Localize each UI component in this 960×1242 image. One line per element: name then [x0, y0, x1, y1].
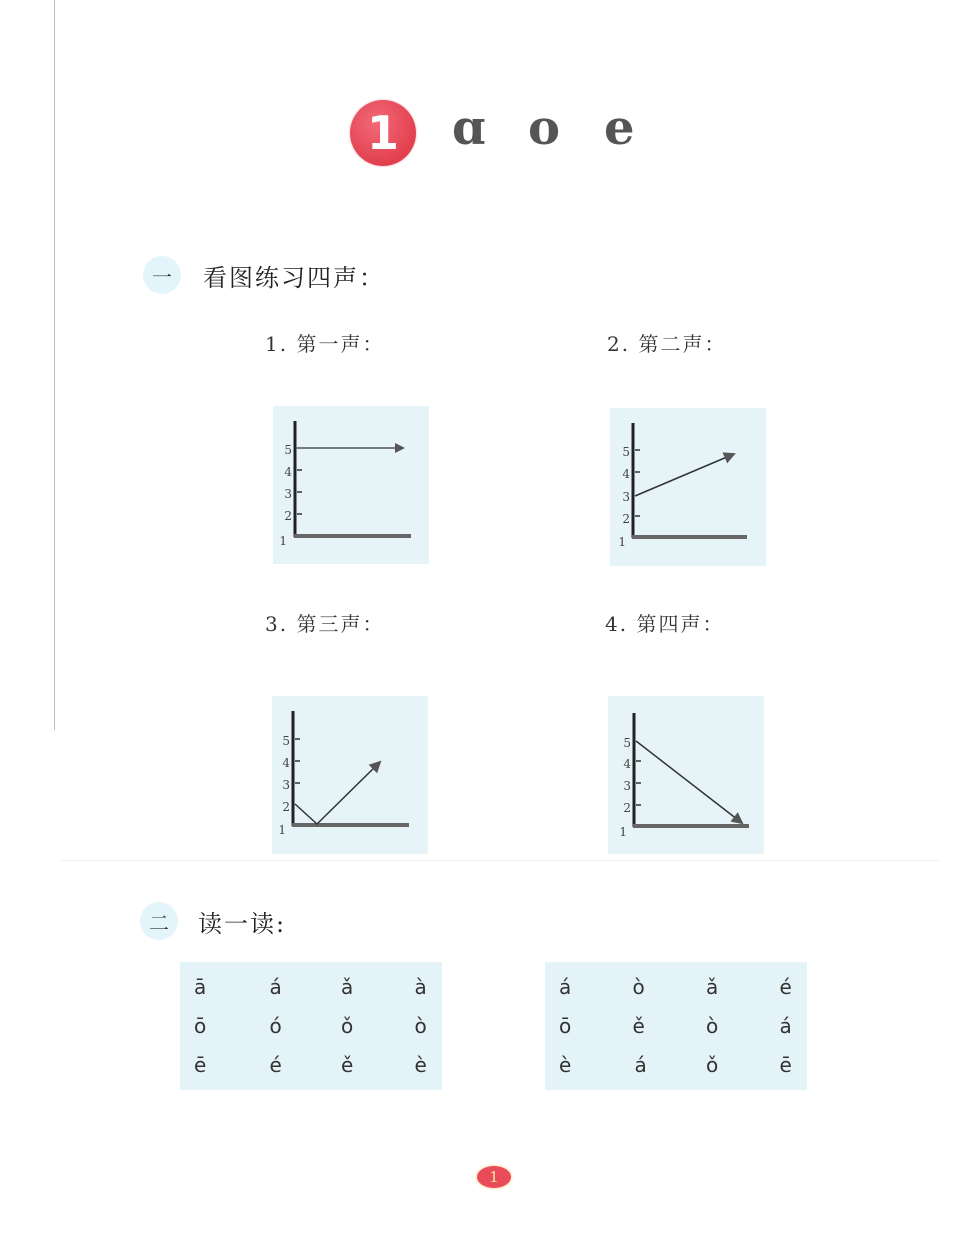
svg-text:4: 4	[282, 756, 290, 770]
svg-text:4: 4	[284, 465, 292, 479]
tone-label-2: 2. 第二声：	[607, 332, 727, 356]
svg-text:1: 1	[279, 534, 287, 548]
page-number-badge: 1	[477, 1166, 511, 1188]
tone-chart-1	[273, 406, 429, 564]
lesson-number-badge: 1	[350, 100, 416, 166]
pinyin-cell: á	[559, 975, 572, 1000]
svg-text:4: 4	[623, 757, 631, 771]
pinyin-cell: é	[779, 975, 792, 1000]
section-2-heading	[140, 902, 286, 940]
pinyin-cell: ò	[414, 1013, 427, 1038]
tone-label-1: 1. 第一声：	[265, 332, 385, 356]
pinyin-cell: ě	[341, 1052, 354, 1077]
svg-text:2: 2	[623, 801, 631, 815]
tone-1-graph	[273, 406, 429, 564]
svg-text:5: 5	[284, 443, 292, 457]
pinyin-cell: à	[414, 975, 427, 1000]
svg-text:3: 3	[622, 490, 630, 504]
tone-label-4: 4. 第四声：	[605, 612, 725, 636]
pinyin-cell: ō	[559, 1013, 572, 1038]
pinyin-cell: è	[414, 1052, 427, 1077]
svg-text:3: 3	[623, 779, 631, 793]
svg-text:1: 1	[618, 535, 626, 549]
pinyin-cell: ā	[194, 975, 207, 1000]
svg-text:5: 5	[623, 736, 631, 750]
pinyin-cell: ò	[632, 975, 645, 1000]
reading-grid-left	[180, 962, 442, 1090]
section-marker-1: 一	[143, 256, 181, 294]
section-divider	[60, 860, 940, 861]
pinyin-cell: ē	[194, 1052, 207, 1077]
pinyin-cell: é	[269, 1052, 282, 1077]
pinyin-cell: ò	[706, 1013, 719, 1038]
pinyin-cell: ǎ	[341, 975, 354, 1000]
svg-text:2: 2	[282, 800, 290, 814]
tone-chart-4	[608, 696, 764, 854]
tone-chart-3	[272, 696, 428, 854]
svg-text:2: 2	[284, 509, 292, 523]
svg-text:3: 3	[282, 778, 290, 792]
tone-chart-2	[610, 408, 766, 566]
pinyin-cell: ǒ	[341, 1013, 354, 1038]
pinyin-cell: ě	[632, 1013, 645, 1038]
svg-text:1: 1	[278, 823, 286, 837]
pinyin-cell: á	[634, 1052, 647, 1077]
lesson-letter-e: e	[604, 100, 635, 156]
pinyin-cell: á	[779, 1013, 792, 1038]
section-1-heading	[143, 256, 385, 294]
tone-3-graph	[272, 696, 428, 852]
lesson-letters	[452, 100, 680, 156]
pinyin-cell: ǒ	[706, 1052, 719, 1077]
reading-grid-right	[545, 962, 807, 1090]
svg-text:3: 3	[284, 487, 292, 501]
svg-text:5: 5	[622, 445, 630, 459]
pinyin-cell: è	[559, 1052, 572, 1077]
tone-2-graph	[610, 408, 766, 566]
pinyin-cell: á	[269, 975, 282, 1000]
svg-text:2: 2	[622, 512, 630, 526]
svg-text:5: 5	[282, 734, 290, 748]
section-2-title: 读一读:	[198, 909, 287, 938]
pinyin-cell: ó	[269, 1013, 282, 1038]
pinyin-cell: ǎ	[706, 975, 719, 1000]
pinyin-cell: ē	[779, 1052, 792, 1077]
svg-text:1: 1	[619, 825, 627, 839]
section-marker-2: 二	[140, 902, 178, 940]
pinyin-cell: ō	[194, 1013, 207, 1038]
section-1-title: 看图练习四声：	[203, 263, 385, 292]
lesson-letter-a: ɑ	[452, 100, 486, 156]
lesson-header	[350, 100, 680, 166]
lesson-letter-o: o	[528, 100, 561, 156]
tone-4-graph	[608, 696, 764, 854]
svg-text:4: 4	[622, 467, 630, 481]
page-margin-line	[54, 0, 55, 730]
tone-label-3: 3. 第三声：	[265, 612, 385, 636]
